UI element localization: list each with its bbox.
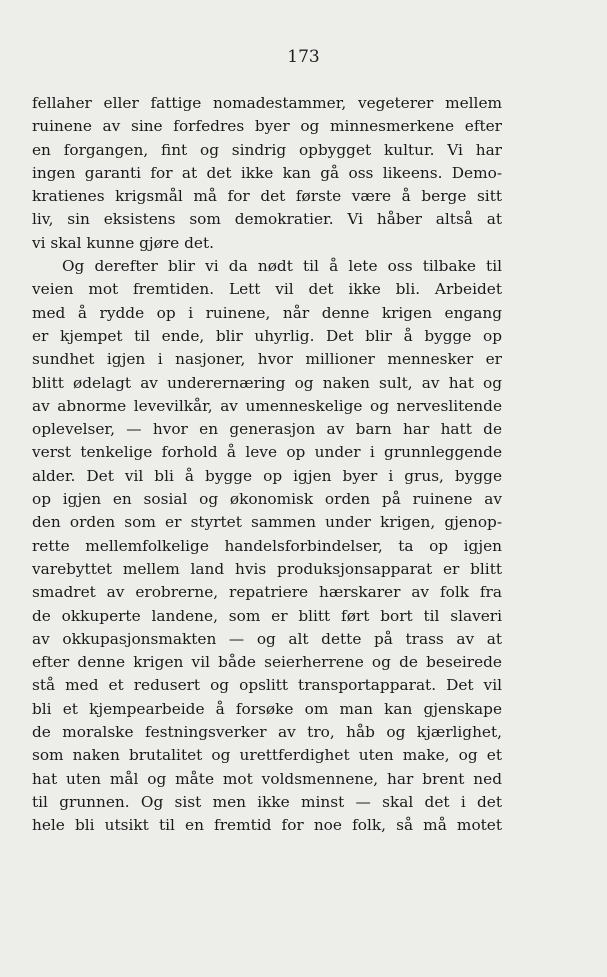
text-line: er kjempet til ende, blir uhyrlig. Det blir å bygge op [32,326,502,345]
text-line: blitt ødelagt av underernæring og naken sult, av hat og [32,373,502,392]
text-line: Og derefter blir vi da nødt til å lete oss tilbake til [62,257,502,276]
text-line: sundhet igjen i nasjoner, hvor millioner mennesker er [32,350,502,369]
paragraph-2 [32,255,502,837]
text-line: en forgangen, fint og sindrig opbygget kultur. Vi har [32,140,502,159]
text-line: efter denne krigen vil både seierherrene og de beseirede [32,653,502,672]
text-line: hat uten mål og måte mot voldsmennene, har brent ned [32,769,502,788]
text-line: rette mellemfolkelige handelsforbindelser, ta op igjen [32,536,502,555]
text-line: vi skal kunne gjøre det. [32,233,214,252]
text-line: stå med et redusert og opslitt transportapparat. Det vil [32,676,502,695]
text-line: de moralske festningsverker av tro, håb og kjærlighet, [32,723,502,742]
body-text [32,92,502,838]
text-line: til grunnen. Og sist men ikke minst — skal det i det [32,792,502,811]
text-line: liv, sin eksistens som demokratier. Vi håber altså at [32,210,502,229]
text-line: fellaher eller fattige nomadestammer, vegeterer mellem [32,94,502,112]
text-line: de okkuperte landene, som er blitt ført bort til slaveri [32,606,502,625]
text-line: som naken brutalitet og urettferdighet uten make, og et [32,746,502,765]
text-line: oplevelser, — hvor en generasjon av barn har hatt de [32,420,502,439]
text-line: veien mot fremtiden. Lett vil det ikke bli. Arbeidet [32,280,502,299]
page-number: 173 [287,47,320,67]
text-line: ingen garanti for at det ikke kan gå oss likeens. Demo- [32,163,502,182]
text-line: av abnorme levevilkår, av umenneskelige og nerveslitende [32,396,502,415]
text-line: alder. Det vil bli å bygge op igjen byer i grus, bygge [32,466,502,485]
text-line: verst tenkelige forhold å leve op under i grunnleggende [32,443,502,462]
text-line: av okkupasjonsmakten — og alt dette på trass av at [32,629,502,648]
text-line: kratienes krigsmål må for det første være å berge sitt [32,187,502,206]
text-line: med å rydde op i ruinene, når denne krigen engang [32,303,502,322]
text-line: den orden som er styrtet sammen under krigen, gjenop- [32,513,502,532]
text-line: ruinene av sine forfedres byer og minnesmerkene efter [32,117,502,136]
text-line: smadret av erobrerne, repatriere hærskarer av folk fra [32,583,502,602]
text-line: op igjen en sosial og økonomisk orden på ruinene av [32,490,502,509]
text-line: varebyttet mellem land hvis produksjonsapparat er blitt [32,559,502,578]
paragraph-1 [32,92,502,255]
text-line: bli et kjempearbeide å forsøke om man kan gjenskape [32,699,502,718]
text-line: hele bli utsikt til en fremtid for noe folk, så må motet [32,816,502,835]
